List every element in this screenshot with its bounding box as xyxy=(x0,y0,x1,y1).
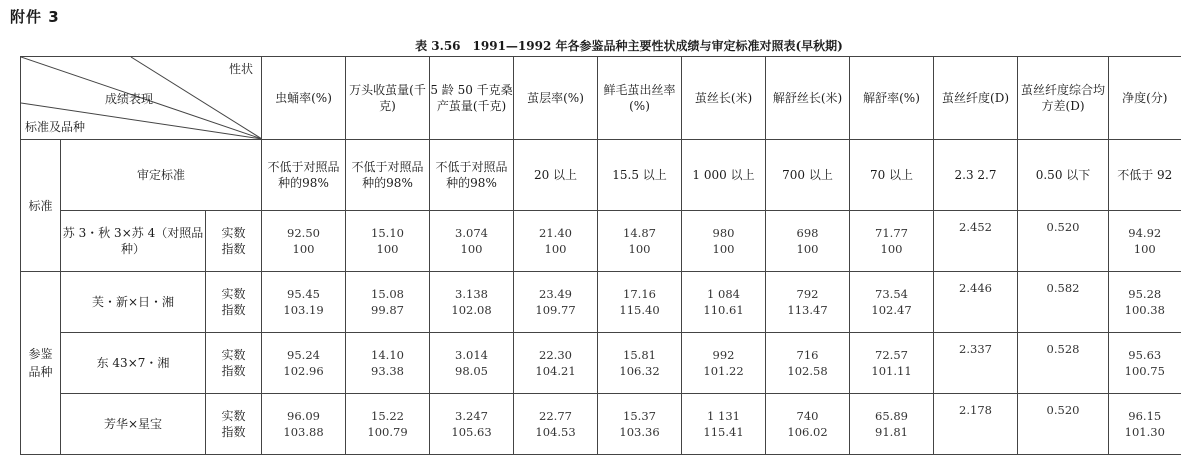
v1-cell-1 xyxy=(346,333,430,394)
v1-size-dev: 0.528 xyxy=(1018,333,1109,394)
value-actual: 3.247 xyxy=(455,409,488,423)
kind-index: 指数 xyxy=(221,242,246,256)
group-label-standard: 标准 xyxy=(21,140,61,272)
std-pupation: 不低于对照品种的98% xyxy=(262,140,346,211)
value-index: 101.22 xyxy=(703,364,744,378)
value-actual: 15.08 xyxy=(371,287,404,301)
value-actual: 21.40 xyxy=(539,226,572,240)
value-index: 115.40 xyxy=(619,303,660,317)
kind-labels xyxy=(206,333,262,394)
value-actual: 65.89 xyxy=(875,409,908,423)
col-header-raw-silk-rate: 鲜毛茧出丝率(%) xyxy=(598,57,682,140)
value-index: 100 xyxy=(544,242,567,256)
v1-neatness xyxy=(1109,333,1181,394)
kind-actual: 实数 xyxy=(221,287,246,301)
v2-cell-5 xyxy=(682,394,766,455)
group-label-test xyxy=(21,272,61,455)
v1-cell-6 xyxy=(766,333,850,394)
attachment-label: 附件 3 xyxy=(10,8,60,26)
value-actual: 698 xyxy=(796,226,819,240)
value-index: 102.08 xyxy=(451,303,492,317)
v1-cell-5 xyxy=(682,333,766,394)
ctl-cell-4 xyxy=(598,211,682,272)
col-header-neatness: 净度(分) xyxy=(1109,57,1181,140)
v2-cell-4 xyxy=(598,394,682,455)
value-actual: 95.63 xyxy=(1128,348,1162,362)
ctl-size-dev: 0.520 xyxy=(1018,211,1109,272)
value-actual: 17.16 xyxy=(623,287,656,301)
test-variety-name: 芙・新×日・湘 xyxy=(61,272,206,333)
value-index: 104.53 xyxy=(535,425,576,439)
table-row xyxy=(21,394,1181,455)
table-row xyxy=(21,140,1181,211)
col-header-reel-rate: 解舒率(%) xyxy=(850,57,934,140)
v0-cell-0 xyxy=(262,272,346,333)
test-variety-name: 东 43×7・湘 xyxy=(61,333,206,394)
value-actual: 22.77 xyxy=(539,409,572,423)
value-actual: 15.10 xyxy=(371,226,404,240)
value-index: 100.38 xyxy=(1124,303,1165,317)
table-row xyxy=(21,211,1181,272)
v2-cell-3 xyxy=(514,394,598,455)
kind-actual: 实数 xyxy=(221,409,246,423)
v0-cell-6 xyxy=(766,272,850,333)
value-index: 101.30 xyxy=(1124,425,1165,439)
std-shell-rate: 20 以上 xyxy=(514,140,598,211)
v1-cell-7 xyxy=(850,333,934,394)
v2-size: 2.178 xyxy=(934,394,1018,455)
value-actual: 3.074 xyxy=(455,226,488,240)
value-actual: 14.10 xyxy=(371,348,404,362)
std-raw-silk-rate: 15.5 以上 xyxy=(598,140,682,211)
col-header-yield-mulberry: 5 龄 50 千克桑产茧量(千克) xyxy=(430,57,514,140)
value-actual: 94.92 xyxy=(1128,226,1162,240)
ctl-cell-1 xyxy=(346,211,430,272)
value-index: 110.61 xyxy=(703,303,744,317)
value-actual: 14.87 xyxy=(623,226,656,240)
ctl-cell-7 xyxy=(850,211,934,272)
std-neatness: 不低于 92 xyxy=(1109,140,1181,211)
value-actual: 92.50 xyxy=(287,226,320,240)
v1-cell-2 xyxy=(430,333,514,394)
v2-cell-6 xyxy=(766,394,850,455)
value-index: 100 xyxy=(880,242,903,256)
value-actual: 95.28 xyxy=(1128,287,1162,301)
value-index: 106.32 xyxy=(619,364,660,378)
v1-cell-3 xyxy=(514,333,598,394)
value-actual: 15.37 xyxy=(623,409,656,423)
row-label-standard: 审定标准 xyxy=(61,140,262,211)
std-size-dev: 0.50 以下 xyxy=(1018,140,1109,211)
value-actual: 95.45 xyxy=(287,287,320,301)
value-actual: 71.77 xyxy=(875,226,908,240)
value-index: 100 xyxy=(628,242,651,256)
v2-cell-0 xyxy=(262,394,346,455)
value-actual: 73.54 xyxy=(875,287,908,301)
value-index: 106.02 xyxy=(787,425,828,439)
ctl-cell-6 xyxy=(766,211,850,272)
value-index: 101.11 xyxy=(871,364,912,378)
value-index: 100 xyxy=(1133,242,1156,256)
value-index: 100 xyxy=(460,242,483,256)
col-header-size-dev: 茧丝纤度综合均方差(D) xyxy=(1018,57,1109,140)
ctl-cell-5 xyxy=(682,211,766,272)
value-index: 100 xyxy=(292,242,315,256)
value-index: 91.81 xyxy=(875,425,908,439)
value-actual: 3.014 xyxy=(455,348,488,362)
diag-label-trait: 性状 xyxy=(229,62,254,76)
v0-size-dev: 0.582 xyxy=(1018,272,1109,333)
value-index: 104.21 xyxy=(535,364,576,378)
value-index: 102.47 xyxy=(871,303,912,317)
value-actual: 740 xyxy=(796,409,819,423)
table-row xyxy=(21,333,1181,394)
value-actual: 716 xyxy=(796,348,819,362)
kind-index: 指数 xyxy=(221,303,246,317)
std-reel-length: 700 以上 xyxy=(766,140,850,211)
control-variety-name: 苏 3・秋 3×苏 4（对照品种） xyxy=(61,211,206,272)
v0-cell-1 xyxy=(346,272,430,333)
value-actual: 96.15 xyxy=(1128,409,1162,423)
diag-label-standard: 标准及品种 xyxy=(25,120,86,134)
kind-actual: 实数 xyxy=(221,226,246,240)
v0-size: 2.446 xyxy=(934,272,1018,333)
diag-label-result: 成绩表现 xyxy=(105,92,154,106)
diagonal-header-cell xyxy=(21,57,262,140)
value-actual: 1 084 xyxy=(707,287,740,301)
value-index: 100 xyxy=(376,242,399,256)
ctl-size: 2.452 xyxy=(934,211,1018,272)
value-index: 102.96 xyxy=(283,364,324,378)
kind-labels xyxy=(206,272,262,333)
value-index: 113.47 xyxy=(787,303,828,317)
value-index: 100.79 xyxy=(367,425,408,439)
value-index: 102.58 xyxy=(787,364,828,378)
value-actual: 792 xyxy=(796,287,819,301)
value-actual: 1 131 xyxy=(707,409,740,423)
v2-neatness xyxy=(1109,394,1181,455)
value-index: 100.75 xyxy=(1124,364,1165,378)
v0-neatness xyxy=(1109,272,1181,333)
v0-cell-2 xyxy=(430,272,514,333)
value-index: 103.19 xyxy=(283,303,324,317)
kind-index: 指数 xyxy=(221,364,246,378)
std-size: 2.3 2.7 xyxy=(934,140,1018,211)
col-header-pupation: 虫蛹率(%) xyxy=(262,57,346,140)
col-header-size: 茧丝纤度(D) xyxy=(934,57,1018,140)
v1-cell-4 xyxy=(598,333,682,394)
value-index: 98.05 xyxy=(455,364,488,378)
value-actual: 23.49 xyxy=(539,287,572,301)
value-actual: 96.09 xyxy=(287,409,320,423)
value-index: 93.38 xyxy=(371,364,404,378)
group-label-test-text: 参鉴品种 xyxy=(28,347,53,379)
value-actual: 15.22 xyxy=(371,409,404,423)
value-actual: 992 xyxy=(712,348,735,362)
value-actual: 15.81 xyxy=(623,348,656,362)
value-index: 100 xyxy=(712,242,735,256)
table-caption: 表 3.56 1991—1992 年各参鉴品种主要性状成绩与审定标准对照表(早秋期) xyxy=(415,39,843,53)
v2-cell-1 xyxy=(346,394,430,455)
v2-size-dev: 0.520 xyxy=(1018,394,1109,455)
table-row xyxy=(21,272,1181,333)
value-index: 109.77 xyxy=(535,303,576,317)
v1-size: 2.337 xyxy=(934,333,1018,394)
v2-cell-7 xyxy=(850,394,934,455)
col-header-reel-length: 解舒丝长(米) xyxy=(766,57,850,140)
kind-labels xyxy=(206,394,262,455)
kind-labels xyxy=(206,211,262,272)
v0-cell-7 xyxy=(850,272,934,333)
value-actual: 3.138 xyxy=(455,287,488,301)
comparison-table xyxy=(20,56,1181,455)
value-actual: 72.57 xyxy=(875,348,908,362)
v1-cell-0 xyxy=(262,333,346,394)
std-yield-10k: 不低于对照品种的98% xyxy=(346,140,430,211)
col-header-shell-rate: 茧层率(%) xyxy=(514,57,598,140)
value-index: 115.41 xyxy=(703,425,744,439)
value-index: 105.63 xyxy=(451,425,492,439)
std-yield-mulberry: 不低于对照品种的98% xyxy=(430,140,514,211)
ctl-cell-2 xyxy=(430,211,514,272)
v0-cell-3 xyxy=(514,272,598,333)
value-actual: 980 xyxy=(712,226,735,240)
col-header-filament-length: 茧丝长(米) xyxy=(682,57,766,140)
col-header-yield-10k: 万头收茧量(千克) xyxy=(346,57,430,140)
value-actual: 22.30 xyxy=(539,348,572,362)
ctl-cell-3 xyxy=(514,211,598,272)
std-filament-length: 1 000 以上 xyxy=(682,140,766,211)
ctl-neatness xyxy=(1109,211,1181,272)
std-reel-rate: 70 以上 xyxy=(850,140,934,211)
test-variety-name: 芳华×星宝 xyxy=(61,394,206,455)
value-actual: 95.24 xyxy=(287,348,320,362)
kind-index: 指数 xyxy=(221,425,246,439)
value-index: 99.87 xyxy=(371,303,404,317)
v2-cell-2 xyxy=(430,394,514,455)
ctl-cell-0 xyxy=(262,211,346,272)
value-index: 100 xyxy=(796,242,819,256)
value-index: 103.36 xyxy=(619,425,660,439)
v0-cell-5 xyxy=(682,272,766,333)
value-index: 103.88 xyxy=(283,425,324,439)
kind-actual: 实数 xyxy=(221,348,246,362)
v0-cell-4 xyxy=(598,272,682,333)
